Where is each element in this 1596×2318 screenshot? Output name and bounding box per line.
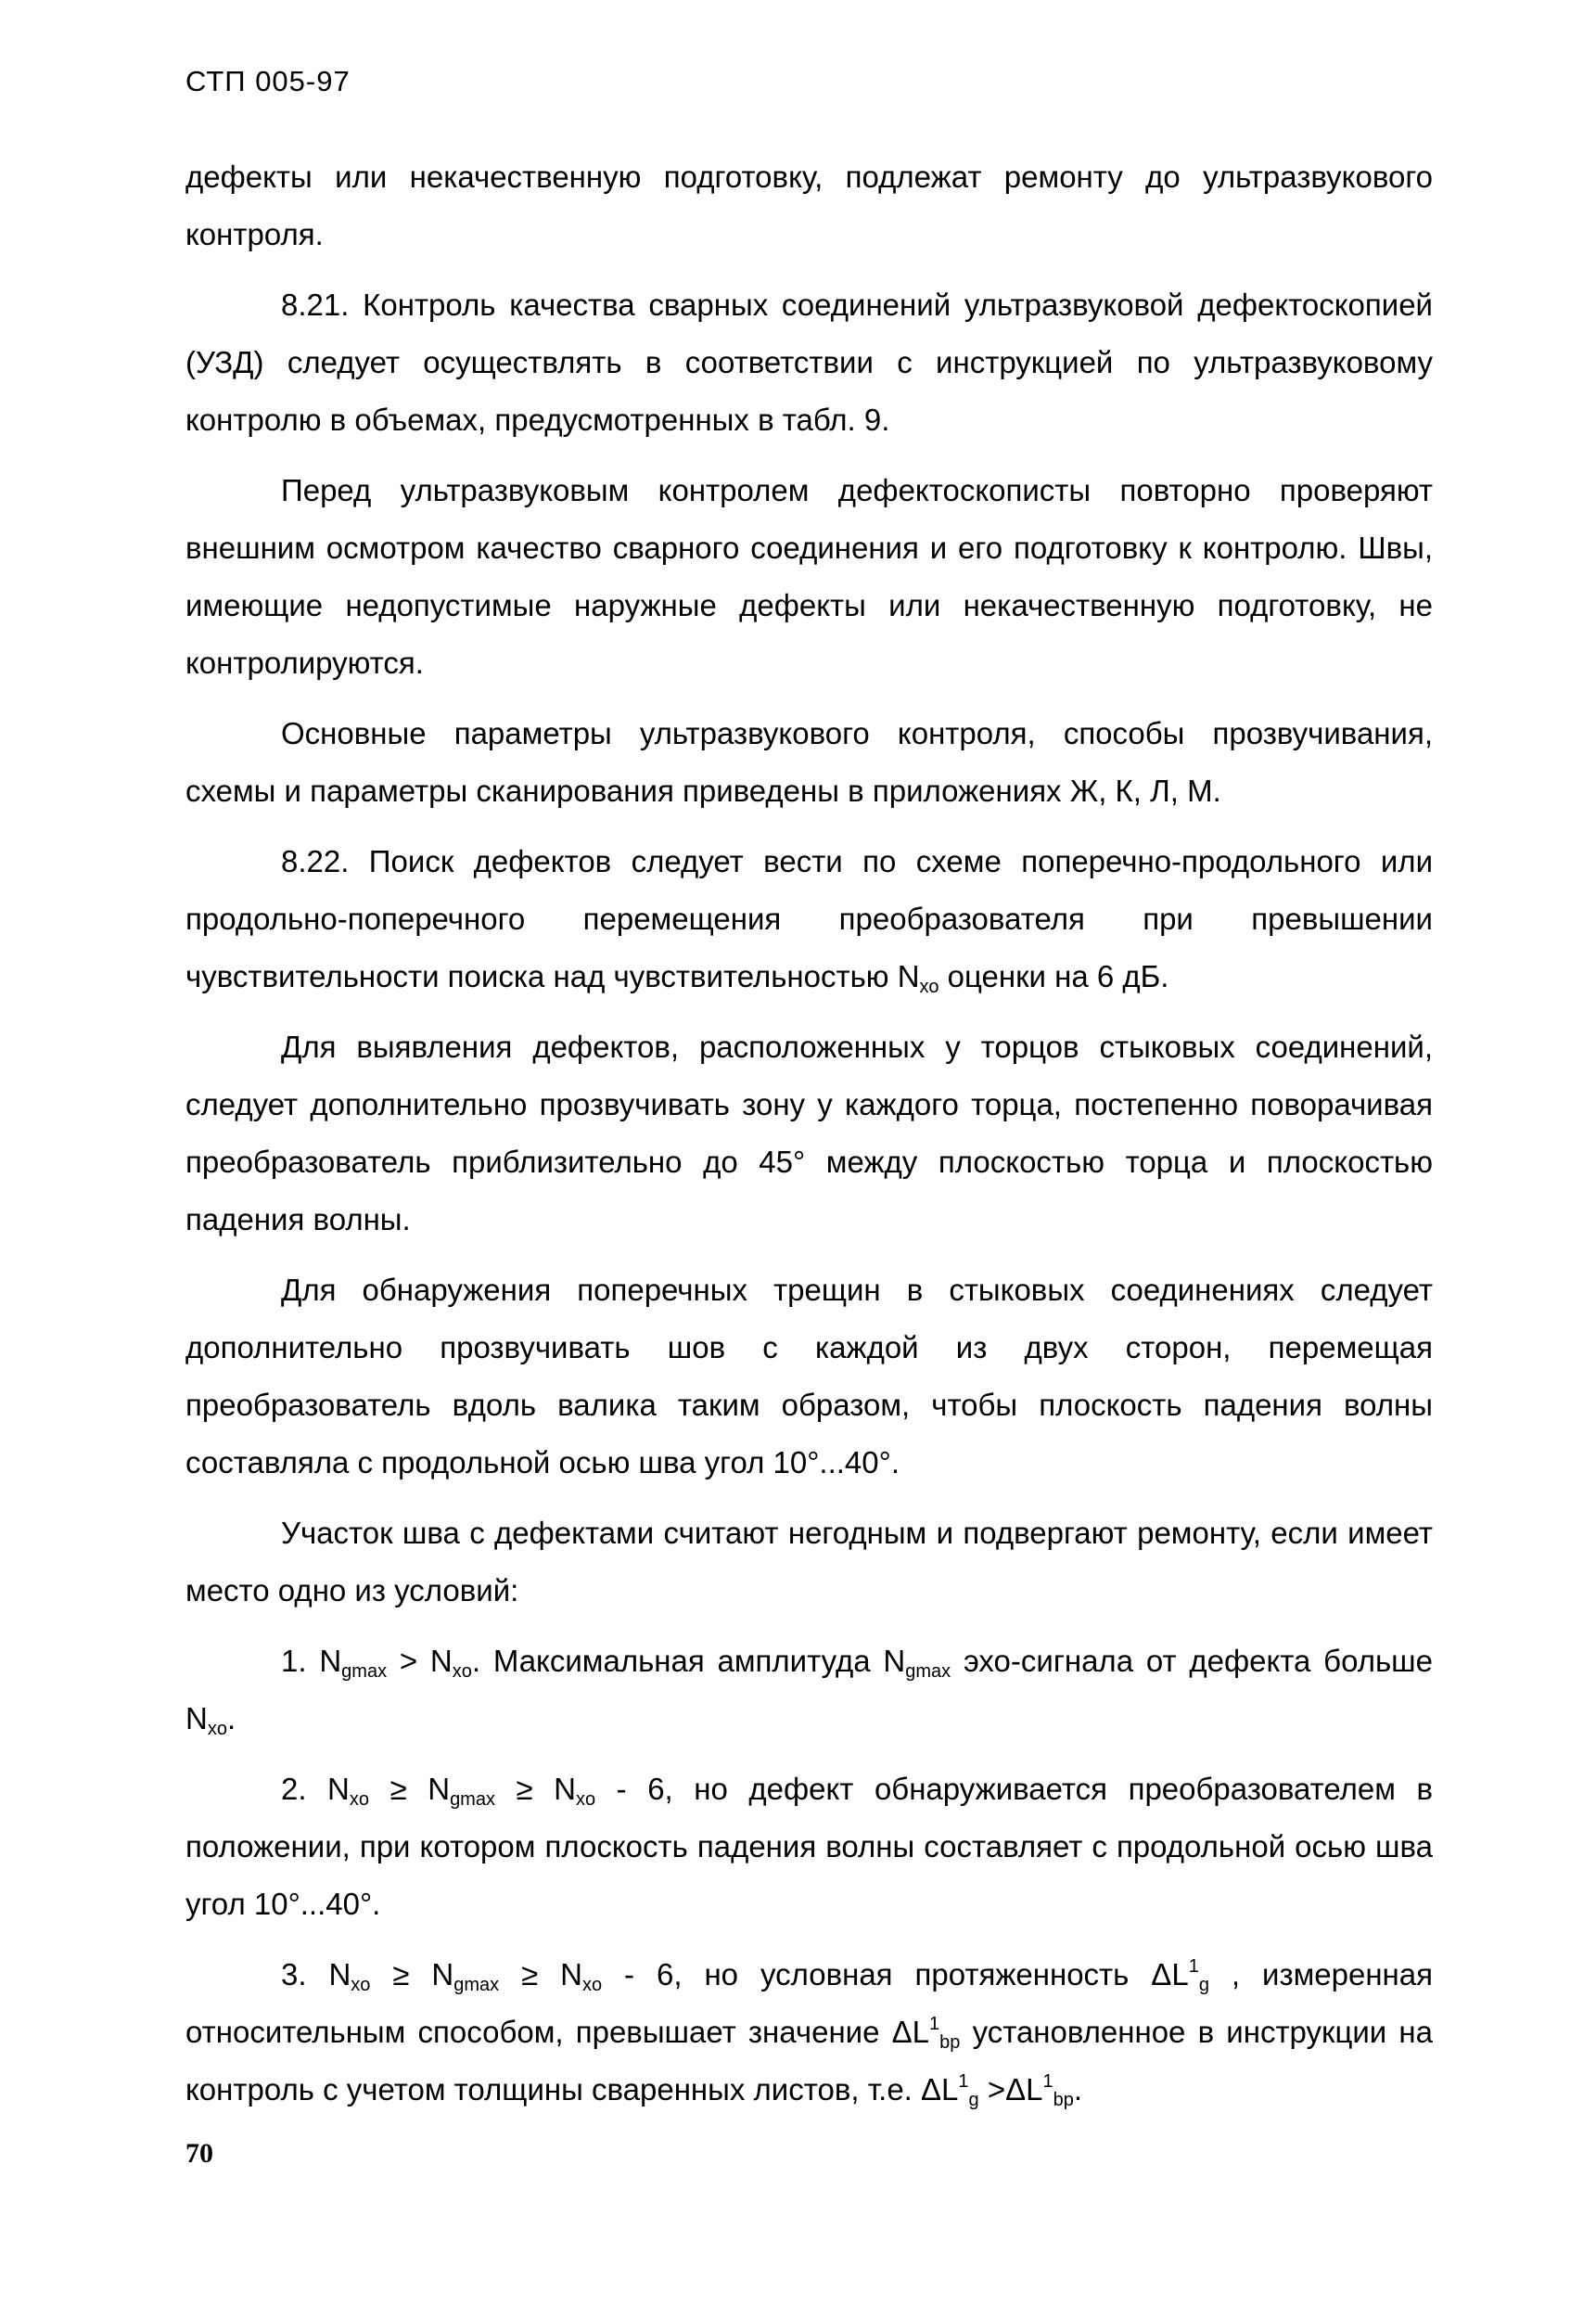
list-item-2: 2. $N_{xo} \ge N_{gmax} \ge N_{xo} - 6$, но дефект обнаруживается преобразователем в положении, при котором плоскость падения волны составляет с продольной осью шва угол 10°...40°.	[185, 1772, 1434, 1921]
page-body	[185, 148, 1433, 2119]
page-number: 70	[185, 2138, 213, 2169]
list-item-3: 3. $N_{xo} \ge N_{gmax} \ge N_{xo} - 6$, но условная протяженность $\Delta L^1_g$ , измеренная относительным способом, превышает значение $\Delta L^1_{bp}$ установленное в инструкции на контроль с учетом толщины сваренных листов, т.е. $\Delta L^1_g >\Delta L^1_{bp}$.	[185, 1956, 1433, 2110]
paragraph-8-21: 8.21. Контроль качества сварных соединений ультразвуковой дефектоскопией (УЗД) следует осуществлять в соответствии с инструкцией по ультразвуковому контролю в объемах, предусмотренных в табл. 9.	[185, 288, 1433, 437]
paragraph: Участок шва с дефектами считают негодным и подвергают ремонту, если имеет место одно из условий:	[185, 1516, 1433, 1607]
paragraph-8-22: 8.22. Поиск дефектов следует вести по схеме поперечно-продольного или продольно-поперечного перемещения преобразователя при превышении чувствительности поиска над чувствительностью $N_{хо}$ оценки на 6 дБ.	[185, 844, 1433, 997]
paragraph: дефекты или некачественную подготовку, подлежат ремонту до ультразвукового контроля.	[185, 160, 1433, 251]
paragraph: Перед ультразвуковым контролем дефектоскописты повторно проверяют внешним осмотром качество сварного соединения и его подготовку к контролю. Швы, имеющие недопустимые наружные дефекты или некачественную подготовку, не контролируются.	[185, 473, 1433, 680]
list-item-1: 1. $N_{gmax} > N_{xo}$. Максимальная амплитуда $N_{gmax}$ эхо-сигнала от дефекта больше $N_{xo}$.	[185, 1644, 1433, 1739]
paragraph: Для обнаружения поперечных трещин в стыковых соединениях следует дополнительно прозвучивать шов с каждой из двух сторон, перемещая преобразователь вдоль валика таким образом, чтобы плоскость падения волны составляла с продольной осью шва угол 10°...40°.	[185, 1273, 1433, 1479]
document-code: СТП 005-97	[185, 65, 351, 97]
paragraph: Основные параметры ультразвукового контроля, способы прозвучивания, схемы и параметры сканирования приведены в приложениях Ж, К, Л, М.	[185, 716, 1433, 808]
paragraph: Для выявления дефектов, расположенных у торцов стыковых соединений, следует дополнительно прозвучивать зону у каждого торца, постепенно поворачивая преобразователь приблизительно до 45° между плоскостью торца и плоскостью падения волны.	[185, 1030, 1433, 1236]
